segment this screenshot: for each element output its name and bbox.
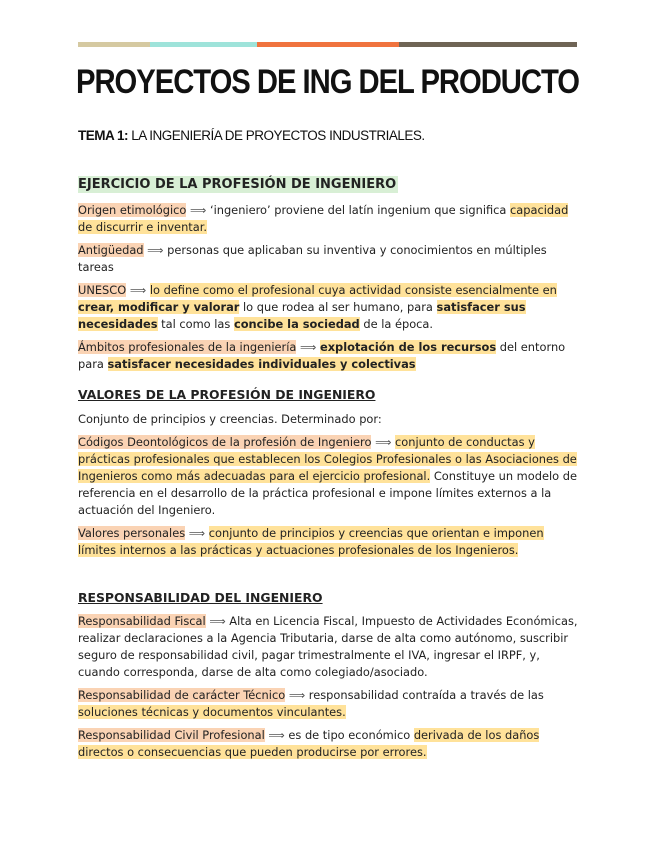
highlight-bold: concibe la sociedad [233, 317, 360, 331]
topic-text: LA INGENIERÍA DE PROYECTOS INDUSTRIALES. [128, 128, 425, 143]
section-heading-valores: VALORES DE LA PROFESIÓN DE INGENIERO [78, 387, 376, 402]
highlight-bold: explotación de los recursos [319, 340, 497, 354]
term-ambitos: Ámbitos profesionales de la ingeniería [78, 340, 297, 354]
highlight-bold: satisfacer sus necesidades [78, 300, 526, 331]
section-valores-body [78, 411, 578, 565]
highlight: conjunto de principios y creencias que orientan e imponen límites internos a las prácticas y actuaciones profesionales de los Ingenieros. [78, 526, 544, 557]
text: de la época. [359, 317, 434, 331]
text: Alta en Licencia Fiscal, Impuesto de Actividades Económicas, realizar declaraciones a la Agencia Tributaria, darse de alta como autónomo, suscribir seguro de responsabilidad civil, pagar trimestralmente el IVA, ingresar el IRPF, y, cuando corresponda, darse de alta como colegiado/asociado. [78, 614, 578, 679]
term-valores-personales: Valores personales [78, 526, 186, 540]
section-heading-responsabilidad: RESPONSABILIDAD DEL INGENIERO [78, 590, 323, 605]
text: responsabilidad contraída a través de las [305, 688, 544, 702]
arrow-icon: ⟹ [188, 526, 206, 540]
section-heading-ejercicio: EJERCICIO DE LA PROFESIÓN DE INGENIERO [78, 177, 397, 192]
highlight-bold: crear, modificar y valorar [78, 300, 240, 314]
arrow-icon: ⟹ [375, 435, 392, 449]
color-bar-segment-4 [399, 42, 577, 47]
highlight: soluciones técnicas y documentos vinculantes. [78, 705, 346, 719]
paragraph-codigos [78, 434, 578, 519]
highlight: conjunto de conductas y prácticas profesionales que establecen los Colegios Profesionales o las Asociaciones de Ingenieros como más adecuadas para el ejercicio profesional. [78, 435, 577, 483]
color-bar-segment-1 [78, 42, 150, 47]
term-tecnico: Responsabilidad de carácter Técnico [78, 688, 286, 702]
term-codigos: Códigos Deontológicos de la profesión de Ingeniero [78, 435, 372, 449]
topic-line [78, 128, 425, 143]
text: del entorno para [78, 340, 566, 371]
text: Constituye un modelo de referencia en el desarrollo de la práctica profesional e impone límites externos a la actuación del Ingeniero. [78, 469, 577, 517]
color-bar-segment-2 [150, 42, 257, 47]
term-antiguedad: Antigüedad [78, 243, 144, 257]
paragraph-origen [78, 202, 578, 236]
highlight: capacidad de discurrir e inventar. [78, 203, 569, 234]
highlight: derivada de los daños directos o consecuencias que pueden producirse por errores. [78, 728, 540, 759]
color-bar-segment-3 [257, 42, 399, 47]
paragraph-ambitos [78, 339, 578, 373]
arrow-icon: ⟹ [288, 688, 306, 702]
text: es de tipo económico [284, 728, 414, 742]
term-civil: Responsabilidad Civil Profesional [78, 728, 265, 742]
arrow-icon: ⟹ [129, 283, 147, 297]
paragraph-tecnico [78, 687, 578, 721]
term-unesco: UNESCO [78, 283, 127, 297]
text: ‘ingeniero’ proviene del latín ingenium que significa [206, 203, 511, 217]
page-title: PROYECTOS DE ING DEL PRODUCTO [76, 63, 579, 101]
term-fiscal: Responsabilidad Fiscal [78, 614, 206, 628]
paragraph-fiscal [78, 613, 578, 681]
text: tal como las [157, 317, 234, 331]
arrow-icon: ⟹ [147, 243, 164, 257]
section-responsabilidad-body [78, 613, 578, 767]
highlight-bold: satisfacer necesidades individuales y colectivas [107, 357, 416, 371]
paragraph-antiguedad [78, 242, 578, 276]
highlight: lo define como el profesional cuya actividad consiste esencialmente en [149, 283, 557, 297]
header-color-bar [78, 42, 577, 47]
section-ejercicio-body [78, 202, 578, 379]
text: lo que rodea al ser humano, para [239, 300, 437, 314]
term-origen: Origen etimológico [78, 203, 187, 217]
paragraph-civil [78, 727, 578, 761]
paragraph-unesco [78, 282, 578, 333]
arrow-icon: ⟹ [300, 340, 317, 354]
paragraph-valores-personales [78, 525, 578, 559]
topic-label: TEMA 1: [78, 128, 128, 143]
arrow-icon: ⟹ [189, 203, 207, 217]
arrow-icon: ⟹ [209, 614, 226, 628]
paragraph-intro: Conjunto de principios y creencias. Determinado por: [78, 412, 382, 426]
arrow-icon: ⟹ [268, 728, 285, 742]
text: personas que aplicaban su inventiva y conocimientos en múltiples tareas [78, 243, 547, 274]
